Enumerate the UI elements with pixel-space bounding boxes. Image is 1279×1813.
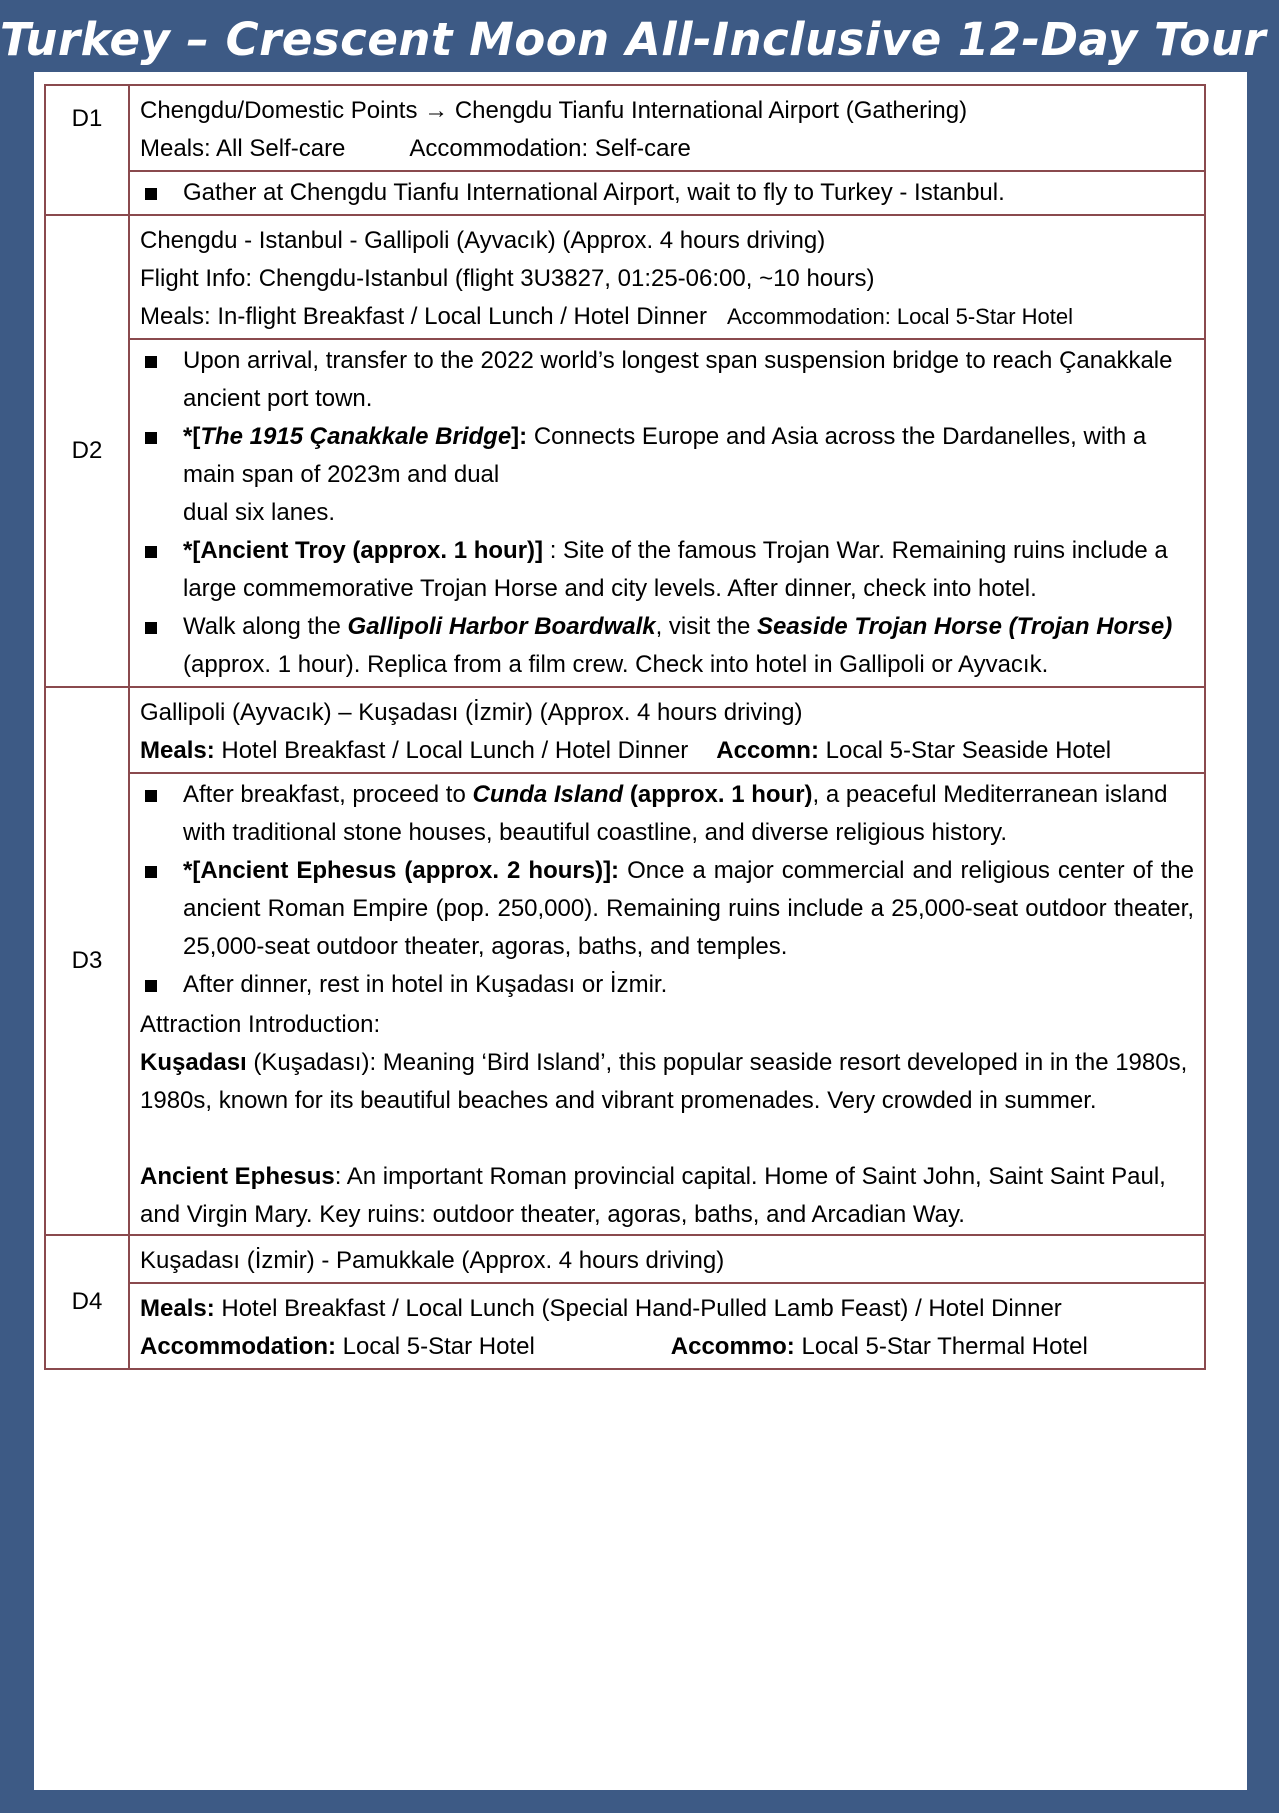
day2-header (129, 215, 1205, 339)
list-item: *[The 1915 Çanakkale Bridge]: Connects Europe and Asia across the Dardanelles, with a main span of 2023m and dual dual six lanes. (140, 418, 1194, 532)
list-item: Gather at Chengdu Tianfu International Airport, wait to fly to Turkey - Istanbul. (140, 174, 1194, 212)
day4-meals: Meals: Hotel Breakfast / Local Lunch (Special Hand-Pulled Lamb Feast) / Hotel Dinner (140, 1295, 1062, 1322)
page-title: Turkey – Crescent Moon All-Inclusive 12-Day Tour (0, 13, 1267, 66)
day2-meals: Meals: In-flight Breakfast / Local Lunch / Hotel Dinner (140, 303, 707, 330)
day1-header-row (45, 85, 1205, 171)
day3-accommodation: Local 5-Star Seaside Hotel (818, 737, 1112, 764)
cunda-name: Cunda Island (472, 781, 624, 808)
boardwalk-name: Gallipoli Harbor Boardwalk (347, 613, 656, 640)
list-item: Upon arrival, transfer to the 2022 world’s longest span suspension bridge to reach Çanakkale ancient port town. (140, 342, 1194, 418)
day1-details (129, 171, 1205, 215)
kusadasi-description: Kuşadası (Kuşadası): Meaning ‘Bird Island’, this popular seaside resort developed in in the 1980s, 1980s, known for its beautiful beaches and vibrant promenades. Very crowded in summer. (140, 1049, 1188, 1114)
day2-flight: Flight Info: Chengdu-Istanbul (flight 3U3827, 01:25-06:00, ~10 hours) (140, 265, 875, 292)
day1-meals: Meals: All Self-care (140, 135, 346, 162)
day1-details-row (45, 171, 1205, 215)
day4-route-cell (129, 1235, 1205, 1283)
day1-route: Chengdu/Domestic Points → Chengdu Tianfu International Airport (Gathering) (140, 97, 968, 124)
day2-label: D2 (45, 215, 129, 687)
list-item: After breakfast, proceed to Cunda Island (approx. 1 hour), a peaceful Mediterranean island with traditional stone houses, beautiful coastline, and diverse religious history. (140, 776, 1194, 852)
ephesus-tour-name: *[Ancient Ephesus (approx. 2 hours)]: (183, 857, 620, 884)
day3-header (129, 687, 1205, 773)
day2-details (129, 339, 1205, 687)
day2-accommodation: Accommodation: Local 5-Star Hotel (726, 304, 1074, 329)
day1-header (129, 85, 1205, 171)
day2-route: Chengdu - Istanbul - Gallipoli (Ayvacık) (Approx. 4 hours driving) (140, 227, 826, 254)
day4-accommodation: Accommodation: Local 5-Star Hotel Accommo: Local 5-Star Thermal Hotel (140, 1333, 1088, 1360)
day3-header-row (45, 687, 1205, 773)
day4-label: D4 (45, 1235, 129, 1369)
day1-label: D1 (45, 85, 129, 215)
day1-accommodation: Accommodation: Self-care (409, 135, 691, 162)
day4-header-row (45, 1235, 1205, 1283)
day3-route: Gallipoli (Ayvacık) – Kuşadası (İzmir) (Approx. 4 hours driving) (140, 699, 803, 726)
troy-name: *[Ancient Troy (approx. 1 hour)] (183, 537, 544, 564)
day2-meals-accommodation (140, 298, 1194, 336)
day3-meals-accommodation: Meals: Hotel Breakfast / Local Lunch / Hotel Dinner Accomn: Local 5-Star Seaside Hotel (140, 737, 1112, 764)
bridge-name: The 1915 Çanakkale Bridge (200, 423, 512, 450)
day2-header-row (45, 215, 1205, 339)
day1-meals-accommodation (140, 130, 1194, 168)
day2-details-row (45, 339, 1205, 687)
day4-route: Kuşadası (İzmir) - Pamukkale (Approx. 4 hours driving) (140, 1247, 725, 1274)
ephesus-description: Ancient Ephesus: An important Roman provincial capital. Home of Saint John, Saint Saint Paul, and Virgin Mary. Key ruins: outdoor theater, agoras, baths, and Arcadian Way. (140, 1163, 1166, 1228)
trojan-horse-name: Seaside Trojan Horse (Trojan Horse) (756, 613, 1173, 640)
attraction-intro-heading: Attraction Introduction: (140, 1011, 381, 1038)
list-item: Walk along the Gallipoli Harbor Boardwalk, visit the Seaside Trojan Horse (Trojan Horse) (approx. 1 hour). Replica from a film crew. Check into hotel in Gallipoli or Ayvacık. (140, 608, 1194, 684)
list-item: *[Ancient Ephesus (approx. 2 hours)]: Once a major commercial and religious center of the ancient Roman Empire (pop. 250,000). Remaining ruins include a 25,000-seat outdoor theater, 25,000-seat outdoor theater, agoras, baths, and temples. (140, 852, 1194, 966)
day3-details-row (45, 773, 1205, 1235)
day4-details (129, 1283, 1205, 1369)
day3-meals: Hotel Breakfast / Local Lunch / Hotel Dinner (214, 737, 689, 764)
itinerary-table (44, 84, 1206, 1370)
day4-details-row (45, 1283, 1205, 1369)
list-item: After dinner, rest in hotel in Kuşadası or İzmir. (140, 966, 1194, 1004)
list-item: *[Ancient Troy (approx. 1 hour)] : Site of the famous Trojan War. Remaining ruins include a large commemorative Trojan Horse and city levels. After dinner, check into hotel. (140, 532, 1194, 608)
day3-details (129, 773, 1205, 1235)
day3-label: D3 (45, 687, 129, 1235)
